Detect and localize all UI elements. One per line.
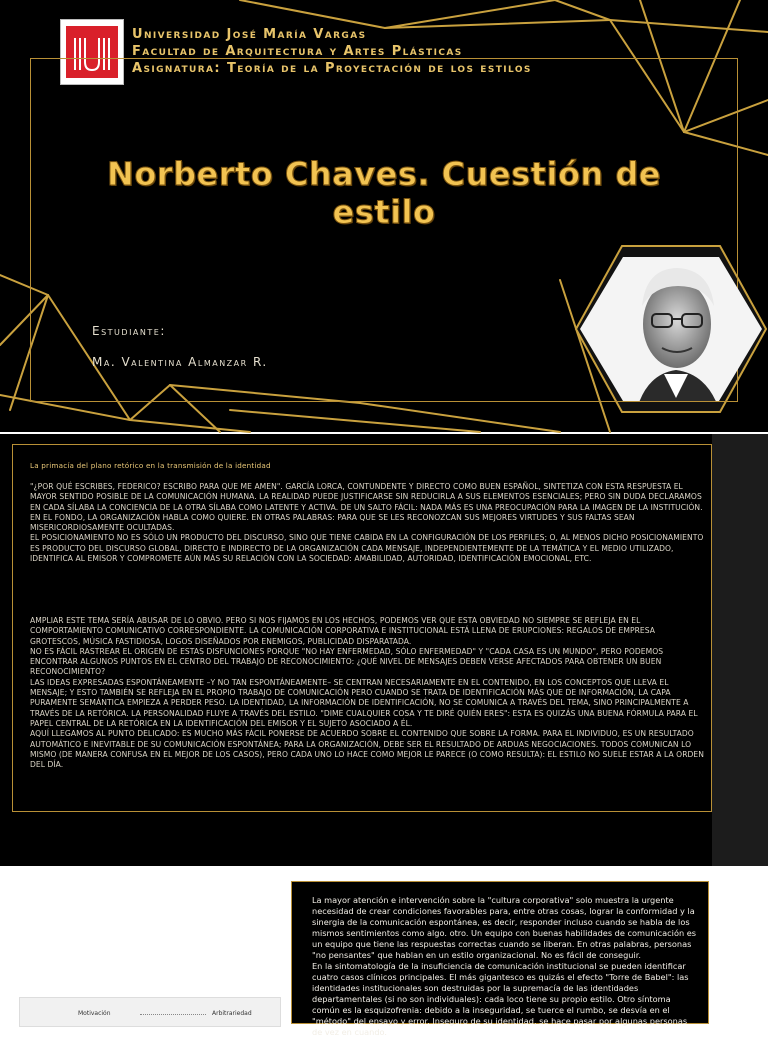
student-name: Ma. Valentina Almanzar R. [92, 355, 268, 369]
text-box [291, 881, 709, 1037]
card-label-right: Arbitrariedad [212, 1010, 252, 1017]
box-paragraph: La mayor atención e intervención sobre la "cultura corporativa" solo muestra la urgente necesidad de crear condiciones favorables para, entre otras cosas, lograr la conformidad y la sinergia de la comunicación espontánea, es decir, responder incluso cuando se habla de los mismos sentimientos como algo. otro. Un equipo con buenas habilidades de comunicación es un equipo que tiene las respuestas correctas cuando se liberan. En otras palabras, personas "no pensantes" que hablan en un estilo organizacional. No es fácil de conseguir. En la sintomatología de la insuficiencia de comunicación institucional se pueden identificar cuatro casos clínicos principales. El más gigantesco es quizás el efecto "Torre de Babel": las identidades institucionales son destruidas por la supremacía de las identidades departamentales (si no son individuales): cada loco tiene su propio estilo. Otro síntoma común es la esquizofrenia: debido a la inseguridad, se tuerce el rumbo, se desvía en el "método" del ensayo y error. Inseguro de su identidad, se hace pasar por algunas personas de vez en cuando. [312, 895, 697, 1037]
dotted-connector [140, 1014, 206, 1015]
paragraph: "¿POR QUÉ ESCRIBES, FEDERICO? ESCRIBO PARA QUE ME AMEN". GARCÍA LORCA, CONTUNDENTE Y DIRECTO COMO BUEN ESPAÑOL, SINTETIZA CON ESTA RESPUESTA EL MAYOR SENTIDO POSIBLE DE LA COMUNICACIÓN HUMANA. LA REALIDAD PUEDE JUSTIFICARSE SIN REDUCIRLA A SUS ELEMENTOS ESENCIALES; PERO SIN DUDA DECLARAMOS EN CADA SÍLABA LA CONCIENCIA DE LA OTRA SÍLABA COMO LATENTE Y ACTIVA. DE UN SALTO FÁCIL: NADA MÁS ES UNA PREOCUPACIÓN PARA LA IMAGEN DE LA INSTITUCIÓN. EN EL FONDO, LA ORGANIZACIÓN HABLA COMO QUIERE. EN OTRAS PALABRAS: PARA QUE SE LES RECONOZCAN SUS MEJORES VIRTUDES Y SUS FALTAS SEAN MISERICORDIOSAMENTE OCULTADAS. EL POSICIONAMIENTO NO ES SÓLO UN PRODUCTO DEL DISCURSO, SINO QUE TIENE CABIDA EN LA CONFIGURACIÓN DE LOS PERFILES; O, AL MENOS DICHO POSICIONAMIENTO ES PRODUCTO DEL DISCURSO GLOBAL, DIRECTO E INDIRECTO DE LA ORGANIZACIÓN CADA MENSAJE, INDEPENDIENTEMENTE DE LA TEMÁTICA Y EL MEDIO UTILIZADO, IDENTIFICA AL EMISOR Y COMPROMETE AÚN MÁS SU RELACIÓN CON LA SOCIEDAD: AMABILIDAD, AUTORIDAD, IDENTIFICACIÓN EMOCIONAL, ETC. [30, 482, 704, 564]
subject-name: Asignatura: Teoría de la Proyectación de los estilos [132, 61, 532, 76]
portrait-photo [576, 246, 766, 412]
faculty-name: Facultad de Arquitectura y Artes Plásticas [132, 44, 463, 59]
text-slide [0, 434, 768, 866]
partial-slide [0, 868, 768, 1037]
page-title: Norberto Chaves. Cuestión de estilo [107, 155, 661, 231]
paragraph: AMPLIAR ESTE TEMA SERÍA ABUSAR DE LO OBVIO. PERO SI NOS FIJAMOS EN LOS HECHOS, PODEMOS VER QUE ESTA OBVIEDAD NO SIEMPRE SE REFLEJA EN EL COMPORTAMIENTO COMUNICATIVO CORRESPONDIENTE. LA COMUNICACIÓN CORPORATIVA E INSTITUCIONAL ESTÁ LLENA DE ERUPCIONES: REGALOS DE EMPRESA GROTESCOS, MÚSICA FASTIDIOSA, LOGOS DISEÑADOS POR ENEMIGOS, PUBLICIDAD DISPARATADA. NO ES FÁCIL RASTREAR EL ORIGEN DE ESTAS DISFUNCIONES PORQUE "NO HAY ENFERMEDAD, SÓLO ENFERMEDAD" Y "CADA CASA ES UN MUNDO", PERO PODEMOS ENCONTRAR ALGUNOS PUNTOS EN EL CENTRO DEL TRABAJO DE RECONOCIMIENTO: ¿QUÉ NIVEL DE MENSAJES DEBEN VERSE AFECTADOS PARA OBTENER UN BUEN RECONOCIMIENTO? LAS IDEAS EXPRESADAS ESPONTÁNEAMENTE –Y NO TAN ESPONTÁNEAMENTE– SE CENTRAN NECESARIAMENTE EN EL CONTENIDO, EN LOS CONCEPTOS QUE LLEVA EL MENSAJE; Y ESTO TAMBIÉN SE REFLEJA EN EL PROPIO TRABAJO DE COMUNICACIÓN PERO CUANDO SE TRATA DE IDENTIFICACIÓN MÁS QUE DE INFORMACIÓN, LA CAPA PURAMENTE SEMÁNTICA EMPIEZA A PERDER PESO. LA IDENTIDAD, LA INFORMACIÓN DE IDENTIFICACIÓN, NO SE COMUNICA A TRAVÉS DEL TEMA, SINO PRINCIPALMENTE A TRAVÉS DE LA RETÓRICA. LA PERSONALIDAD FLUYE A TRAVÉS DEL ESTILO. "DIME CUALQUIER COSA Y TE DIRÉ QUIÉN ERES": ESTA ES QUIZÁS UNA BUENA FÓRMULA PARA EL PAPEL CENTRAL DE LA RETÓRICA EN LA IDENTIFICACIÓN DEL EMISOR Y EL SUJETO ASOCIADO A ÉL. AQUÍ LLEGAMOS AL PUNTO DELICADO: ES MUCHO MÁS FÁCIL PONERSE DE ACUERDO SOBRE EL CONTENIDO QUE SOBRE LA FORMA. PARA EL INDIVIDUO, ES UN RESULTADO AUTOMÁTICO E INEVITABLE DE SU COMUNICACIÓN ESPONTÁNEA; PARA LA ORGANIZACIÓN, DEBE SER EL RESULTADO DE ARDUAS NEGOCIACIONES. TODOS COMUNICAN LO MISMO (DE MANERA CONFUSA EN EL MEJOR DE LOS CASOS), PERO CADA UNO LO HACE COMO MEJOR LE PARECE (O COMO RESULTA): EL ESTILO NO SUELE ESTAR A LA ORDEN DEL DÍA. [30, 616, 705, 770]
side-strip [712, 434, 768, 866]
university-name: Universidad José María Vargas [132, 27, 367, 42]
diagram-card [19, 997, 281, 1027]
card-label-left: Motivación [78, 1010, 111, 1017]
student-label: Estudiante: [92, 324, 166, 338]
title-slide [0, 0, 768, 432]
section-heading: La primacía del plano retórico en la transmisión de la identidad [30, 461, 271, 470]
